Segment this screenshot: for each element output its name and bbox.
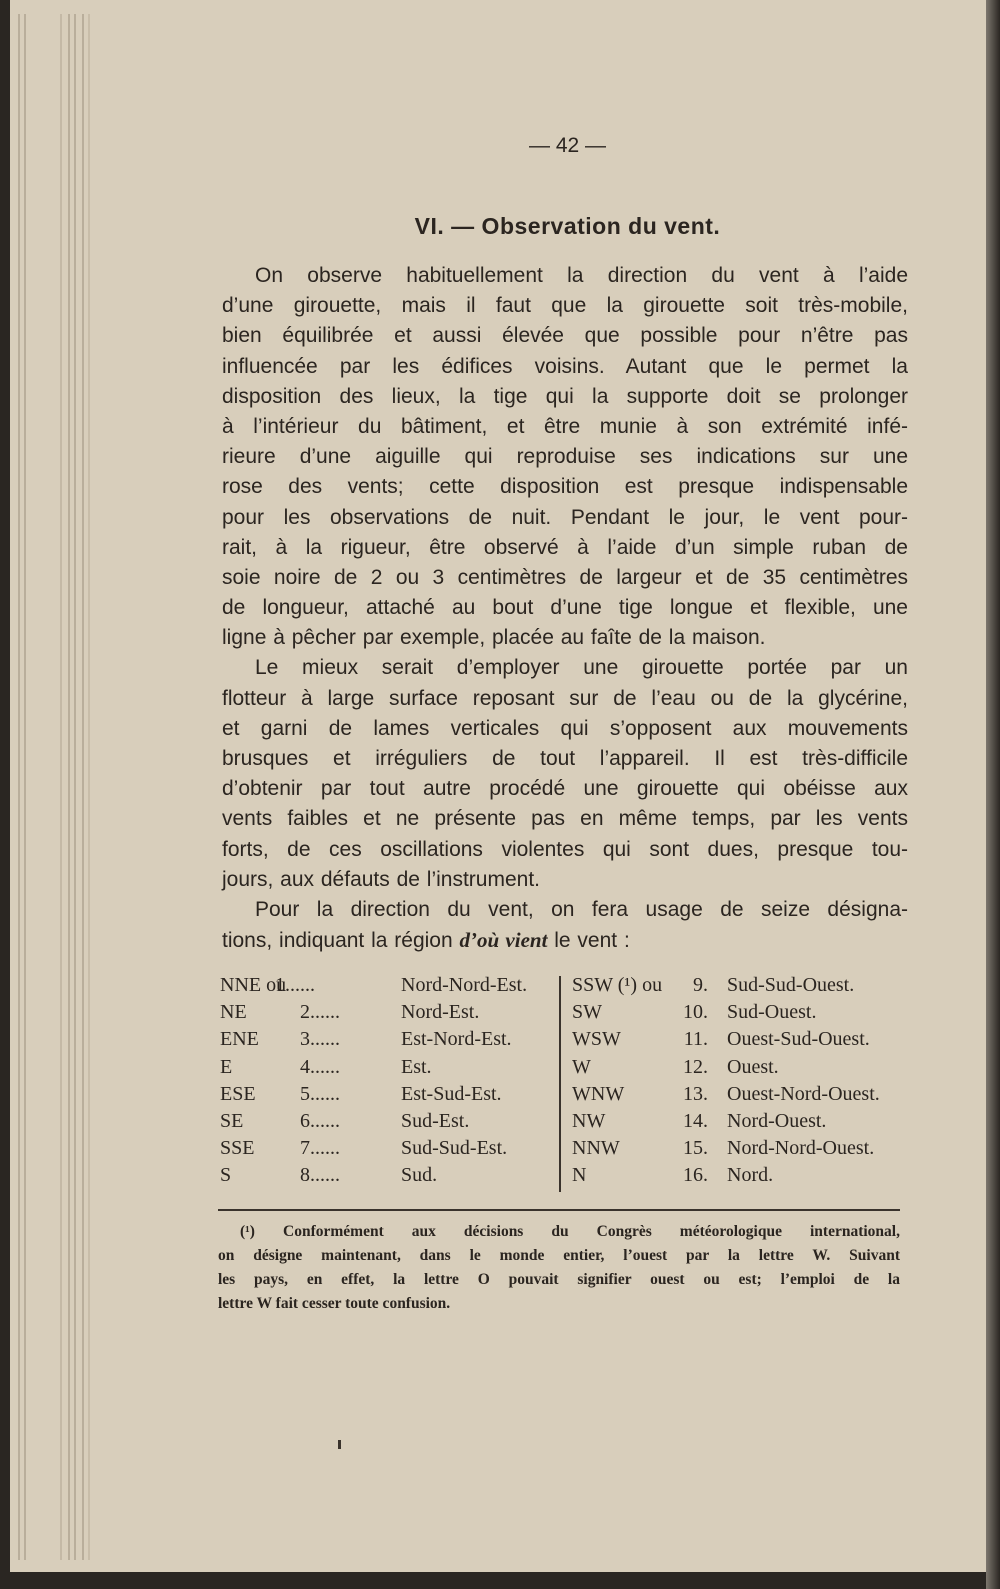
text-line: d’obtenir par tout autre procédé une girouette qui obéisse aux xyxy=(222,777,908,801)
wind-abbreviation: N xyxy=(572,1164,587,1187)
wind-abbreviation: S xyxy=(220,1164,232,1187)
table-row xyxy=(218,1081,918,1108)
page-edge xyxy=(88,14,90,1560)
wind-number: 1...... xyxy=(275,974,315,996)
wind-name: Ouest. xyxy=(727,1055,779,1078)
wind-abbreviation: NE xyxy=(220,1001,247,1024)
wind-name: Ouest-Sud-Ouest. xyxy=(727,1028,870,1051)
footnote-line: lettre W fait cesser toute confusion. xyxy=(218,1295,451,1312)
text-line: rieure d’une aiguille qui reproduise ses indications sur une xyxy=(222,445,908,469)
footnote-line: les pays, en effet, la lettre O pouvait signifier ouest ou est; l’emploi de la xyxy=(218,1271,900,1288)
text-line: rait, à la rigueur, être observé à l’aide d’un simple ruban de xyxy=(222,535,908,559)
wind-abbreviation: SE xyxy=(220,1110,244,1132)
body-text xyxy=(222,261,908,955)
page-edge xyxy=(82,14,84,1560)
text-line: Pour la direction du vent, on fera usage de seize désigna- xyxy=(255,897,908,921)
wind-name: Sud-Sud-Est. xyxy=(401,1137,508,1160)
wind-name: Nord-Est. xyxy=(401,1001,480,1024)
footnote xyxy=(218,1220,900,1316)
table-row xyxy=(218,972,918,999)
text-span: le vent : xyxy=(547,929,630,953)
wind-number: 3...... xyxy=(300,1028,340,1051)
wind-number: 8...... xyxy=(300,1164,340,1187)
footnote-rule xyxy=(218,1209,900,1211)
wind-abbreviation: NNW xyxy=(572,1137,620,1160)
wind-number: 15. xyxy=(683,1137,708,1160)
page-edge xyxy=(74,14,76,1560)
wind-abbreviation: W xyxy=(572,1055,591,1078)
wind-number: 14. xyxy=(683,1110,708,1132)
text-line: de longueur, attaché au bout d’une tige longue et flexible, une xyxy=(222,596,908,620)
wind-name: Nord-Nord-Ouest. xyxy=(727,1137,875,1160)
wind-abbreviation: WNW xyxy=(572,1082,625,1105)
wind-direction-table xyxy=(218,972,918,1192)
wind-number: 10. xyxy=(683,1001,708,1024)
page-edge xyxy=(24,14,26,1560)
wind-number: 13. xyxy=(683,1082,708,1105)
wind-abbreviation: E xyxy=(220,1055,233,1078)
text-line: soie noire de 2 ou 3 centimètres de largeur et de 35 centimètres xyxy=(222,565,908,589)
text-line: flotteur à large surface reposant sur de l’eau ou de la glycérine, xyxy=(222,686,908,710)
table-row xyxy=(218,1054,918,1081)
text-line: On observe habituellement la direction du vent à l’aide xyxy=(255,264,908,287)
wind-name: Nord-Ouest. xyxy=(727,1110,827,1132)
footnote-line: on désigne maintenant, dans le monde entier, l’ouest par la lettre W. Suivant xyxy=(218,1247,900,1264)
wind-abbreviation: WSW xyxy=(572,1028,621,1051)
table-row xyxy=(218,1026,918,1053)
page-edge xyxy=(18,14,20,1560)
wind-name: Est-Nord-Est. xyxy=(401,1028,512,1051)
wind-abbreviation: NW xyxy=(572,1110,606,1132)
wind-abbreviation: SW xyxy=(572,1001,602,1024)
wind-number: 4...... xyxy=(300,1055,340,1078)
wind-name: Nord-Nord-Est. xyxy=(401,974,528,996)
table-row xyxy=(218,1108,918,1135)
table-row xyxy=(218,1135,918,1162)
wind-number: 9. xyxy=(693,974,708,996)
text-span: tions, indiquant la région xyxy=(222,929,460,953)
wind-number: 16. xyxy=(683,1164,708,1187)
wind-number: 2...... xyxy=(300,1001,340,1024)
wind-abbreviation: ESE xyxy=(220,1082,256,1105)
wind-name: Sud-Est. xyxy=(401,1110,470,1132)
text-line: jours, aux défauts de l’instrument. xyxy=(222,867,540,891)
text-line xyxy=(222,925,908,955)
wind-number: 11. xyxy=(683,1028,708,1051)
text-line: et garni de lames verticales qui s’opposent aux mouvements xyxy=(222,716,908,740)
wind-name: Sud. xyxy=(401,1164,438,1187)
text-line: rose des vents; cette disposition est presque indispensable xyxy=(222,475,908,499)
wind-abbreviation: ENE xyxy=(220,1028,259,1051)
text-line: Le mieux serait d’employer une girouette portée par un xyxy=(255,656,908,680)
wind-number: 12. xyxy=(683,1055,708,1078)
wind-abbreviation: SSW (¹) ou xyxy=(572,974,663,996)
text-line: d’une girouette, mais il faut que la girouette soit très-mobile, xyxy=(222,294,908,318)
wind-name: Ouest-Nord-Ouest. xyxy=(727,1082,880,1105)
table-row xyxy=(218,1162,918,1189)
wind-name: Est. xyxy=(401,1055,432,1078)
page-edge xyxy=(60,14,62,1560)
section-heading: VI. — Observation du vent. xyxy=(414,213,721,239)
text-line: à l’intérieur du bâtiment, et être munie à son extrémité infé- xyxy=(222,414,908,438)
footnote-line: (¹) Conformément aux décisions du Congrès météorologique international, xyxy=(240,1223,900,1240)
text-line: brusques et irréguliers de tout l’appareil. Il est très-difficile xyxy=(222,747,908,770)
page-number: — 42 — xyxy=(528,134,607,157)
text-line: influencée par les édifices voisins. Autant que le permet la xyxy=(222,354,908,378)
text-line: vents faibles et ne présente pas en même temps, par les vents xyxy=(222,807,908,831)
wind-number: 6...... xyxy=(300,1110,340,1132)
page-edge xyxy=(68,14,70,1560)
wind-name: Nord. xyxy=(727,1164,774,1187)
wind-number: 5...... xyxy=(300,1082,340,1105)
text-line: forts, de ces oscillations violentes qui sont dues, presque tou- xyxy=(222,837,908,861)
wind-name: Sud-Ouest. xyxy=(727,1001,817,1024)
wind-name: Est-Sud-Est. xyxy=(401,1082,502,1105)
text-line: disposition des lieux, la tige qui la supporte doit se prolonger xyxy=(222,384,908,408)
wind-number: 7...... xyxy=(300,1137,340,1160)
text-line: pour les observations de nuit. Pendant le jour, le vent pour- xyxy=(222,505,908,529)
table-row xyxy=(218,999,918,1026)
wind-abbreviation: NNE ou xyxy=(220,974,287,996)
printer-mark xyxy=(338,1440,341,1449)
text-line: bien équilibrée et aussi élevée que possible pour n’être pas xyxy=(222,324,908,348)
wind-abbreviation: SSE xyxy=(220,1137,255,1160)
wind-name: Sud-Sud-Ouest. xyxy=(727,974,855,996)
emphasis-text: d’où vient xyxy=(459,928,548,953)
text-line: ligne à pêcher par exemple, placée au faîte de la maison. xyxy=(222,626,766,650)
